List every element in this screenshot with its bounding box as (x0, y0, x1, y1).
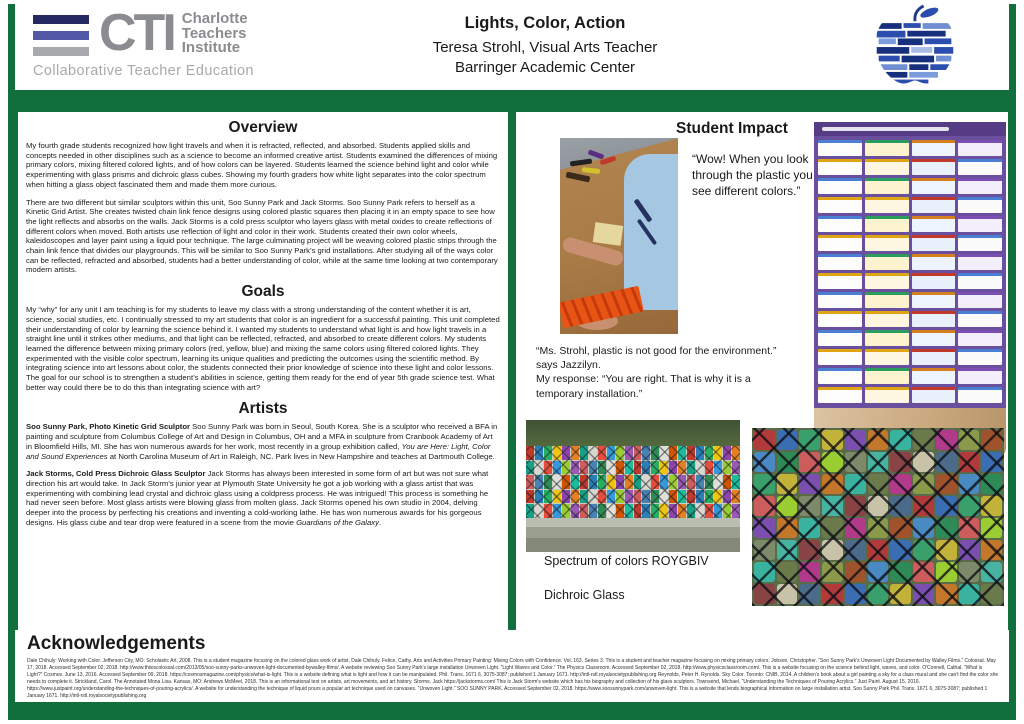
doc-cell (865, 178, 909, 194)
fence-closeup-photo (752, 428, 1004, 606)
cti-name-line2: Teachers (181, 24, 247, 42)
doc-cell (818, 178, 862, 194)
doc-cell (818, 311, 862, 327)
apple-wordcloud-image (862, 4, 968, 92)
student-impact-heading: Student Impact (676, 120, 788, 137)
doc-cell (958, 235, 1002, 251)
doc-cell (865, 349, 909, 365)
cti-name-line3: Institute (181, 39, 241, 56)
doc-cell (958, 216, 1002, 232)
doc-cell (818, 292, 862, 308)
doc-cell (912, 387, 956, 403)
poster-school: Barringer Academic Center (454, 59, 636, 76)
doc-cell (912, 292, 956, 308)
doc-cell (865, 140, 909, 156)
doc-cell (912, 254, 956, 270)
text-segment: Soo Sunny Park, Photo Kinetic Grid Sculptor (26, 422, 191, 432)
doc-cell (865, 216, 909, 232)
doc-cell (912, 216, 956, 232)
student-quote-1: “Wow! When you look through the plastic you see different colors.” (692, 152, 813, 198)
student-quote-2-line1: “Ms. Strohl, plastic is not good for the environment.” says Jazzilyn. (536, 345, 777, 372)
doc-cell (912, 349, 956, 365)
chain-link-overlay (526, 446, 740, 518)
fence-installation-photo (526, 420, 740, 552)
doc-cell (865, 254, 909, 270)
student-quote-2-line2: My response: “You are right. That is why it is a temporary installation.” (536, 373, 751, 400)
marker-yellow (582, 167, 600, 174)
logo-bar-blue (33, 31, 89, 40)
cti-name (182, 12, 248, 56)
artists-heading: Artists (238, 400, 288, 418)
doc-cell (912, 368, 956, 384)
doc-cell (818, 330, 862, 346)
document-header (814, 122, 1006, 136)
doc-cell (958, 254, 1002, 270)
acknowledgements-panel (15, 630, 1009, 702)
doc-cell (912, 311, 956, 327)
doc-cell (818, 216, 862, 232)
doc-cell (865, 330, 909, 346)
doc-cell (818, 273, 862, 289)
doc-cell (912, 159, 956, 175)
curriculum-document-thumbnail (814, 122, 1006, 442)
doc-cell (865, 387, 909, 403)
doc-cell (958, 273, 1002, 289)
doc-cell (958, 197, 1002, 213)
chain-link-overlay-closeup (752, 428, 1004, 606)
doc-cell (865, 197, 909, 213)
student-photo (560, 138, 678, 334)
doc-cell (818, 140, 862, 156)
doc-cell (818, 235, 862, 251)
doc-cell (865, 292, 909, 308)
left-content-panel (18, 112, 508, 630)
text-segment: Jack Storms, Cold Press Dichroic Glass Sculptor (26, 469, 206, 479)
acknowledgements-citations: Dale Chihuly: Working with Color. Jefferson City, MO: Scholastic Art, 2008. This is a student magazine focusing on the colored glass work of artist, Dale Chihuly. Felice, Cathy. Arts and Activities Primary Painting: Mixing Colors with Confidence. Vol. 163. Series 3. This is a student and teacher magazine focusing on mixing primary colors. Jobson, Christopher. “Soo Sunny Park's Unwoven Light Documented by Walley Films.” Colossal. May 17, 2018. Accessed September 02, 2018. http://www.thisiscolossal.com/2013/05/soo-sunny-parks-unwoven-light-documented-bywalley-films/. A website reviewing Soo Sunny Park's large installation Unwoven Light. “Light Waves and Color.” The Physics Classroom. Accessed September 02, 2018. http://www.physicsclassroom.com/. This is a website focusing on the science behind light, waves, and color. O'Connell, Cathal. “What is Light?” Cosmos. June 13, 2016. Accessed September 09, 2018. https://cosmosmagazine.com/physics/what-is-light. This is a website defining what is light and how it can be manipulated. Phil. Trans. 1671 6, 3075-3087; published 1 January 1671. http://intl-rstl.royalsocietypublishing.org Reynolds, Peter H. Rynolds. Sky Color. Toronto: CNIB, 2014. A children's book about a girl painting a sky for a class mural and she can't find the color she needs to complete it. Strickland, Carol. The Annotated Mona Lisa. Kansas, MO: Andrews McMeel, 2018. This is an informational text on artists, art movements, and art history. Storms, Jack https://jackstorms.com/ This is Jack Storm's website which has his biography and collection of his glass sculptors. Townsend, Michael. “Understanding the Techniques of Pouring Acrylics.” Just Paint. August 15, 2016. https://www.justpaint.org/understanding-the-techniques-of-pouring-acrylics/. A website for understanding the technique of liquid pours a popular art technique used on canvases. “Unwoven Light.” SOO SUNNY PARK. Accessed September 02, 2018. https://www.soosunnypark.com/unwoven-light. This is a website that lends biographical information on large installation artist, Soo Sunny Park Phil. Trans. 1671 6, 3075-3087; published 1 January 1671. http://intl-rstl.royalsocietypublishing.org (27, 658, 999, 699)
doc-cell (912, 330, 956, 346)
text-segment: You are Here: Light, Color and Sound Experiences (26, 441, 491, 461)
goals-paragraph: My “why” for any unit I am teaching is for my students to leave my class with a strong understanding of the content whether it is art, science, social studies, etc. I continually stressed to my art students that color is an ingredient for a successful painting. This unit completed their understanding of color by learning the science behind it. I wanted my students to understand what light is and how light travels in a straight line until it strikes other mediums, and that light can be reflected, refracted, and absorbed to create different colors. My students learned the difference between mixing primary colors (red, yellow, blue) and mixing the same colors using filtered colored lights. They experimented with the visible color spectrum, learning its unique qualities and predicting the outcomes using the scientific method. By integrating science into art lessons about color, the students connected their prior knowledge of science into these light and color lessons. The goal for our school is to strengthen a student’s abilities in science, getting them ready for the end of year 5th grade science test. What better way could there be to do this than integrating science with art? (26, 305, 500, 392)
text-segment: at North Carolina Museum of Art in Raleigh, NC. Park lives in New Hampshire and teaches at Dartmouth College. (107, 451, 495, 461)
text-segment: Jack Storms has always been interested in some form of art but was not sure what direction his art would take. In Jack Storm’s junior year at Plymouth State University he got a job working with a glass artist that was experimenting with combining lead crystal and dichroic glass using a coldpress process. He was intrigued! This process is something he had never seen before. Most glass artists were blowing glass from molten glass. Jack Storms opened his own studio in 2004, delving deeper into the process by perfecting his creations and inventing a cold-working lathe. He has won numerous awards for his gorgeous designs. His glass cube and tear drop were featured in a scene from the movie (26, 469, 489, 527)
doc-cell (912, 197, 956, 213)
doc-cell (912, 178, 956, 194)
doc-cell (958, 159, 1002, 175)
cti-logo-row (33, 4, 353, 62)
overview-paragraph-1: My fourth grade students recognized how light travels and when it is refracted, reflected, and absorbed. Students applied skills and concepts needed in other disciplines such as a science to become an informed creative artist. Students examined the differences of mixing primary colors, mixing filtered colored lights, and of how colors can be layered. Students learned the science behind light and color while experimenting with glass prisms and dichroic glass cubes. Showing my fourth graders how white light separates into the color spectrum when hitting a glass object fascinated them and made them more curious. (26, 141, 498, 189)
doc-cell (958, 387, 1002, 403)
right-content-panel (516, 112, 1008, 630)
doc-cell (912, 273, 956, 289)
poster-author: Teresa Strohl, Visual Arts Teacher (432, 39, 658, 56)
text-segment: . (378, 517, 382, 527)
paper-on-desk (593, 222, 624, 246)
document-title-bar (822, 127, 949, 131)
goals-heading: Goals (241, 283, 285, 301)
doc-cell (958, 330, 1002, 346)
doc-cell (818, 159, 862, 175)
doc-cell (818, 254, 862, 270)
trees-background (526, 420, 740, 446)
doc-cell (865, 368, 909, 384)
doc-cell (865, 235, 909, 251)
doc-cell (958, 368, 1002, 384)
doc-cell (958, 178, 1002, 194)
marker-black (570, 158, 592, 166)
doc-cell (912, 235, 956, 251)
cti-name-line1: Charlotte (181, 10, 248, 27)
doc-cell (865, 311, 909, 327)
marker-brown (566, 172, 591, 183)
poster-title: Lights, Color, Action (464, 14, 626, 32)
cti-acronym: CTI (99, 4, 174, 62)
apple-wordcloud-icon (862, 4, 968, 92)
woven-plastic-band (526, 446, 740, 518)
doc-cell (912, 140, 956, 156)
doc-cell (865, 159, 909, 175)
acknowledgements-heading: Acknowledgements (27, 633, 206, 654)
sidewalk-ground (526, 518, 740, 552)
cti-tagline: Collaborative Teacher Education (33, 62, 254, 79)
overview-paragraph-2: There are two different but similar sculptors within this unit, Soo Sunny Park and Jack Storms. Soo Sunny Park refers to herself as a Kinetic Grid Artist. She creates twisted chain link fence designs using colored plastic squares then placing it in an empty space to see how the light reflects and absorbs on the walls. Jack Storms is a cold press sculptor who layers glass with metal oxides to create reflections of different colors when moved. Both artists use reflection of light and color in their work. Students created their own color wheels, kaleidoscopes and layer paint using a liquid pour technique. The large culminating project will be weaving colored plastic strips through the chain link fence that divides our playgrounds. This will be similar to Soo Sunny Park’s grid installations. After studying all of the ways color can be reflected, refracted and absorbed, students had a better understanding of color, while at the same time looking at two contemporary modern artists. (26, 197, 498, 275)
doc-cell (818, 349, 862, 365)
text-segment: Guardians of the Galaxy (296, 517, 379, 527)
artist-bio-soo-sunny-park (26, 422, 500, 461)
caption-spectrum: Spectrum of colors ROYGBIV (544, 554, 709, 568)
document-cell-grid (814, 136, 1006, 407)
doc-cell (818, 197, 862, 213)
doc-cell (818, 368, 862, 384)
cti-logo-bars-icon (33, 15, 89, 56)
cti-logo (33, 4, 353, 79)
text-segment: Soo Sunny Park was born in Seoul, South Korea. She is a sculptor who received a BFA in painting and sculpture from Columbus College of Art and Design in Columbus, OH and a MFA in sculpture from Cranbook Academy of Art in Bloomfield Hills, MI. She has won numerous awards for her work, most recently in a group exhibition called, (26, 422, 498, 451)
header-band (15, 4, 1009, 90)
doc-cell (958, 311, 1002, 327)
doc-cell (865, 273, 909, 289)
caption-dichroic-glass: Dichroic Glass (544, 588, 625, 602)
logo-bar-navy (33, 15, 89, 24)
artist-bio-jack-storms (26, 469, 500, 527)
logo-bar-gray (33, 47, 89, 56)
doc-cell (958, 349, 1002, 365)
doc-cell (958, 140, 1002, 156)
student-quote-2 (536, 344, 792, 401)
doc-cell (958, 292, 1002, 308)
doc-cell (818, 387, 862, 403)
poster-title-block (335, 12, 755, 79)
overview-heading: Overview (228, 119, 298, 136)
